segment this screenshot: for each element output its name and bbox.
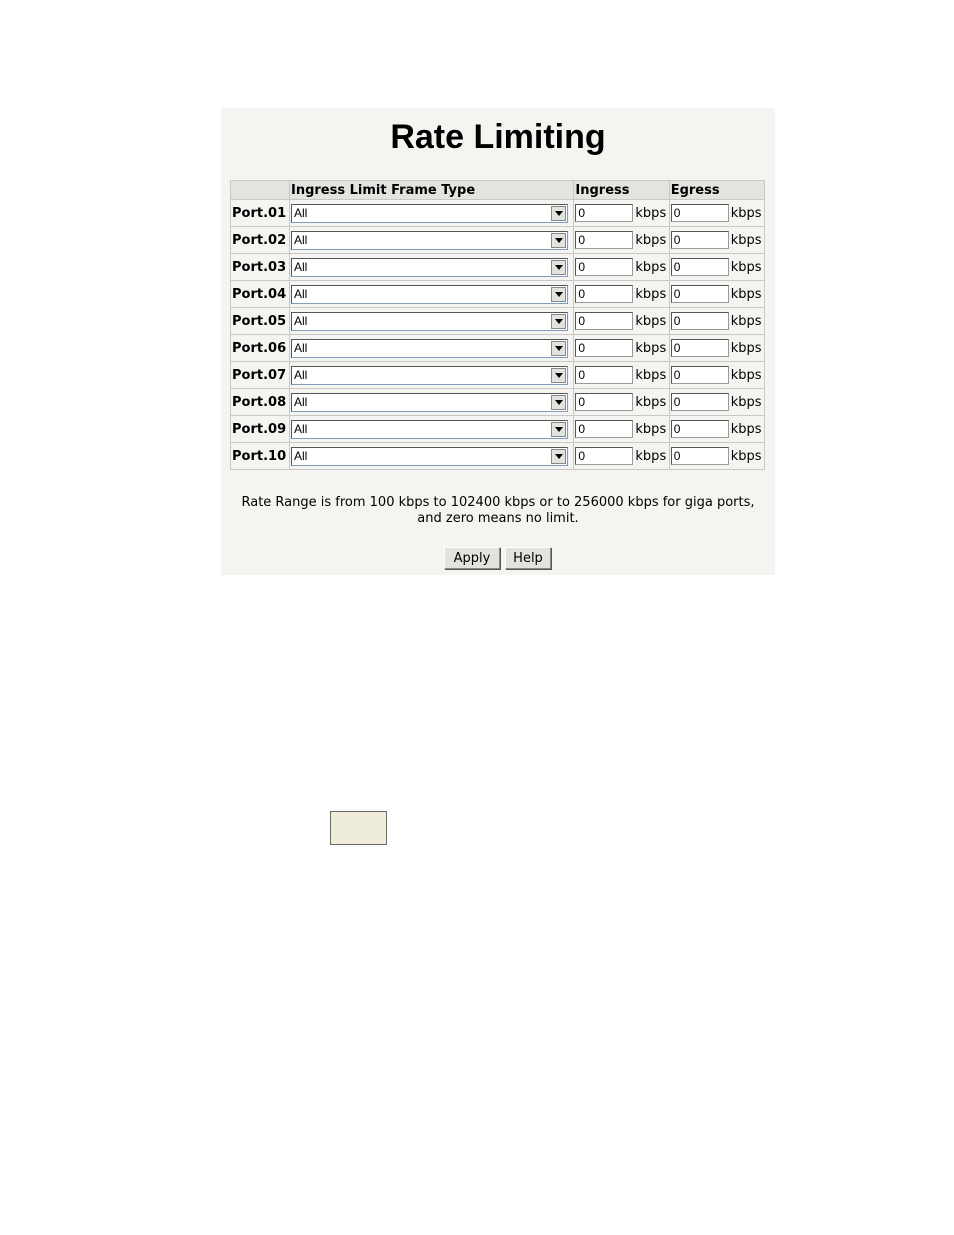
- ingress-unit: kbps: [635, 394, 667, 410]
- ingress-cell: [574, 362, 669, 389]
- ingress-input[interactable]: 0: [575, 393, 633, 411]
- frame-type-select[interactable]: [291, 447, 568, 466]
- frame-type-value: All: [294, 314, 308, 328]
- chevron-down-icon[interactable]: [551, 206, 566, 221]
- ingress-input[interactable]: 0: [575, 447, 633, 465]
- port-label: Port.02: [231, 227, 290, 254]
- egress-cell: [669, 389, 764, 416]
- port-label: Port.09: [231, 416, 290, 443]
- chevron-down-icon[interactable]: [551, 341, 566, 356]
- ingress-input[interactable]: 0: [575, 204, 633, 222]
- chevron-down-icon[interactable]: [551, 422, 566, 437]
- frame-type-cell: [290, 443, 574, 470]
- ingress-unit: kbps: [635, 286, 667, 302]
- egress-input[interactable]: 0: [671, 204, 729, 222]
- egress-unit: kbps: [730, 259, 762, 275]
- egress-input[interactable]: 0: [671, 285, 729, 303]
- egress-input[interactable]: 0: [671, 447, 729, 465]
- ingress-cell: [574, 389, 669, 416]
- egress-cell: [669, 308, 764, 335]
- chevron-down-icon[interactable]: [551, 314, 566, 329]
- ingress-unit: kbps: [635, 205, 667, 221]
- port-label: Port.04: [231, 281, 290, 308]
- frame-type-value: All: [294, 422, 308, 436]
- port-label: Port.03: [231, 254, 290, 281]
- ingress-unit: kbps: [635, 259, 667, 275]
- frame-type-cell: [290, 389, 574, 416]
- ingress-cell: [574, 335, 669, 362]
- apply-button[interactable]: Apply: [444, 547, 500, 569]
- ingress-cell: [574, 416, 669, 443]
- table-header-row: [231, 181, 765, 200]
- egress-cell: [669, 443, 764, 470]
- egress-cell: [669, 281, 764, 308]
- frame-type-select[interactable]: [291, 312, 568, 331]
- ingress-input[interactable]: 0: [575, 258, 633, 276]
- egress-input[interactable]: 0: [671, 420, 729, 438]
- frame-type-cell: [290, 416, 574, 443]
- port-label: Port.10: [231, 443, 290, 470]
- port-label: Port.08: [231, 389, 290, 416]
- frame-type-cell: [290, 362, 574, 389]
- frame-type-value: All: [294, 287, 308, 301]
- table-row: [231, 362, 765, 389]
- egress-cell: [669, 335, 764, 362]
- ingress-cell: [574, 227, 669, 254]
- table-row: [231, 443, 765, 470]
- frame-type-select[interactable]: [291, 258, 568, 277]
- table-row: [231, 200, 765, 227]
- port-label: Port.06: [231, 335, 290, 362]
- header-ingress: Ingress: [574, 181, 669, 200]
- egress-unit: kbps: [730, 313, 762, 329]
- table-row: [231, 308, 765, 335]
- egress-input[interactable]: 0: [671, 339, 729, 357]
- frame-type-select[interactable]: [291, 231, 568, 250]
- ingress-cell: [574, 281, 669, 308]
- ingress-unit: kbps: [635, 313, 667, 329]
- ingress-unit: kbps: [635, 232, 667, 248]
- header-port: [231, 181, 290, 200]
- egress-unit: kbps: [730, 448, 762, 464]
- ingress-cell: [574, 200, 669, 227]
- egress-cell: [669, 362, 764, 389]
- note-line-1: Rate Range is from 100 kbps to 102400 kbps or to 256000 kbps for giga ports,: [241, 495, 755, 510]
- frame-type-cell: [290, 227, 574, 254]
- port-label: Port.05: [231, 308, 290, 335]
- table-row: [231, 254, 765, 281]
- egress-unit: kbps: [730, 286, 762, 302]
- ingress-unit: kbps: [635, 448, 667, 464]
- ingress-unit: kbps: [635, 367, 667, 383]
- frame-type-cell: [290, 254, 574, 281]
- chevron-down-icon[interactable]: [551, 287, 566, 302]
- egress-unit: kbps: [730, 394, 762, 410]
- ingress-input[interactable]: 0: [575, 339, 633, 357]
- ingress-unit: kbps: [635, 340, 667, 356]
- chevron-down-icon[interactable]: [551, 260, 566, 275]
- frame-type-select[interactable]: [291, 339, 568, 358]
- egress-input[interactable]: 0: [671, 231, 729, 249]
- egress-cell: [669, 416, 764, 443]
- ingress-cell: [574, 443, 669, 470]
- frame-type-select[interactable]: [291, 285, 568, 304]
- egress-unit: kbps: [730, 340, 762, 356]
- blank-button[interactable]: [330, 811, 387, 845]
- egress-input[interactable]: 0: [671, 393, 729, 411]
- frame-type-select[interactable]: [291, 393, 568, 412]
- table-row: [231, 227, 765, 254]
- ingress-input[interactable]: 0: [575, 312, 633, 330]
- table-row: [231, 281, 765, 308]
- ingress-input[interactable]: 0: [575, 285, 633, 303]
- ingress-input[interactable]: 0: [575, 420, 633, 438]
- frame-type-value: All: [294, 368, 308, 382]
- rate-range-note: [221, 495, 775, 527]
- frame-type-value: All: [294, 341, 308, 355]
- port-label: Port.01: [231, 200, 290, 227]
- page-title: Rate Limiting: [390, 118, 606, 156]
- ingress-cell: [574, 254, 669, 281]
- egress-cell: [669, 200, 764, 227]
- port-label: Port.07: [231, 362, 290, 389]
- ingress-input[interactable]: 0: [575, 231, 633, 249]
- chevron-down-icon[interactable]: [551, 395, 566, 410]
- frame-type-value: All: [294, 395, 308, 409]
- frame-type-cell: [290, 200, 574, 227]
- ingress-unit: kbps: [635, 421, 667, 437]
- egress-unit: kbps: [730, 367, 762, 383]
- frame-type-cell: [290, 281, 574, 308]
- frame-type-cell: [290, 308, 574, 335]
- egress-unit: kbps: [730, 232, 762, 248]
- frame-type-value: All: [294, 449, 308, 463]
- egress-input[interactable]: 0: [671, 258, 729, 276]
- chevron-down-icon[interactable]: [551, 449, 566, 464]
- frame-type-select[interactable]: [291, 204, 568, 223]
- frame-type-select[interactable]: [291, 420, 568, 439]
- frame-type-value: All: [294, 206, 308, 220]
- header-frame-type: Ingress Limit Frame Type: [290, 181, 574, 200]
- frame-type-value: All: [294, 260, 308, 274]
- table-row: [231, 389, 765, 416]
- header-egress: Egress: [669, 181, 764, 200]
- egress-input[interactable]: 0: [671, 366, 729, 384]
- help-button[interactable]: Help: [505, 547, 551, 569]
- egress-input[interactable]: 0: [671, 312, 729, 330]
- frame-type-select[interactable]: [291, 366, 568, 385]
- egress-cell: [669, 227, 764, 254]
- table-row: [231, 416, 765, 443]
- table-row: [231, 335, 765, 362]
- chevron-down-icon[interactable]: [551, 368, 566, 383]
- egress-unit: kbps: [730, 205, 762, 221]
- egress-cell: [669, 254, 764, 281]
- frame-type-value: All: [294, 233, 308, 247]
- ingress-input[interactable]: 0: [575, 366, 633, 384]
- note-line-2: and zero means no limit.: [417, 511, 579, 526]
- egress-unit: kbps: [730, 421, 762, 437]
- frame-type-cell: [290, 335, 574, 362]
- rate-limit-table: [230, 180, 765, 470]
- chevron-down-icon[interactable]: [551, 233, 566, 248]
- ingress-cell: [574, 308, 669, 335]
